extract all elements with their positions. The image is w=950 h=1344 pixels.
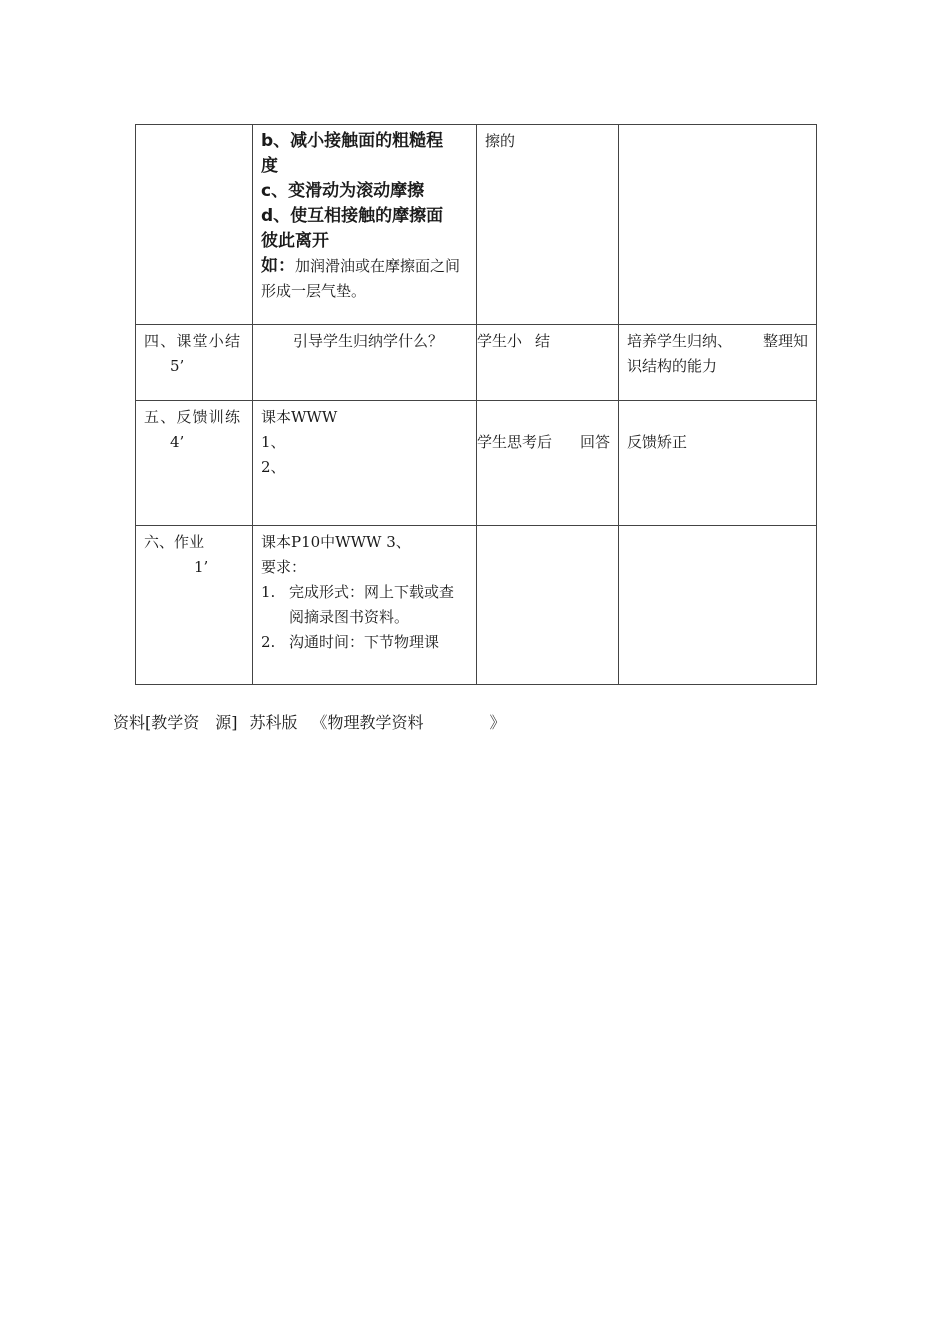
intent-c: 识结构的能力 [627, 357, 718, 375]
stage-time: 1’ [194, 558, 209, 576]
table-row [136, 526, 817, 685]
cell-stage [136, 125, 253, 325]
example [261, 254, 468, 304]
cell-stage [136, 325, 253, 401]
cell-content [253, 401, 477, 526]
footer-e: 》 [489, 713, 506, 732]
footer-source [113, 710, 513, 736]
footer-b: 源] [215, 713, 238, 732]
footer-a: 资料[教学资 [113, 713, 200, 732]
content-line: 要求： [261, 558, 307, 576]
activity-b: 回答 [579, 433, 610, 451]
cell-stage [136, 526, 253, 685]
method-b-cont: 度 [261, 156, 278, 176]
cell-student-activity [477, 401, 619, 526]
intent-b: 整理知 [762, 332, 808, 350]
footer-d: 《物理教学资料 [311, 713, 424, 732]
list-item: 2. 沟通时间：下节物理课 [261, 633, 440, 651]
content-line: 课本WWW [261, 408, 338, 426]
cell-content [253, 325, 477, 401]
requirements-list [261, 580, 468, 655]
table-row [136, 401, 817, 526]
method-d: d、使互相接触的摩擦面 [261, 206, 444, 226]
cell-intent [619, 526, 817, 685]
activity-a: 学生小 [477, 332, 523, 350]
cell-stage [136, 401, 253, 526]
cell-intent [619, 125, 817, 325]
activity-a: 学生思考后 [477, 433, 553, 451]
table-row [136, 125, 817, 325]
content-line: 1、 [261, 433, 286, 451]
stage-time: 5’ [170, 357, 185, 375]
activity-b: 结 [534, 332, 550, 350]
list-item: 1. 完成形式：网上下载或查阅摘录图书资料。 [261, 583, 455, 626]
intent-a: 培养学生归纳、 [627, 332, 733, 350]
method-c: c、变滑动为滚动摩擦 [261, 181, 425, 201]
method-b: b、减小接触面的粗糙程 [261, 131, 444, 151]
stage-time: 4’ [170, 433, 185, 451]
example-text: 加润滑油或在摩擦面之间形成一层气垫。 [261, 257, 461, 300]
intent-text: 反馈矫正 [627, 433, 688, 451]
content-line: 2、 [261, 458, 286, 476]
cell-intent [619, 325, 817, 401]
content-text: 引导学生归纳学什么？ [293, 332, 444, 350]
cell-student-activity [477, 325, 619, 401]
table-row [136, 325, 817, 401]
footer-c: 苏科版 [249, 713, 298, 732]
stage-label: 六、作业 [144, 533, 205, 551]
example-label: 如： [261, 256, 295, 276]
stage-label: 五、反馈训练 [144, 408, 240, 426]
cell-student-activity: 擦的 [477, 125, 619, 325]
cell-intent [619, 401, 817, 526]
method-d-cont: 彼此离开 [261, 231, 329, 251]
stage-label: 四、课堂小结 [144, 332, 240, 350]
content-line: 课本P10中WWW 3、 [261, 533, 411, 551]
cell-content [253, 125, 477, 325]
lesson-plan-table [135, 124, 817, 685]
cell-content [253, 526, 477, 685]
cell-student-activity [477, 526, 619, 685]
